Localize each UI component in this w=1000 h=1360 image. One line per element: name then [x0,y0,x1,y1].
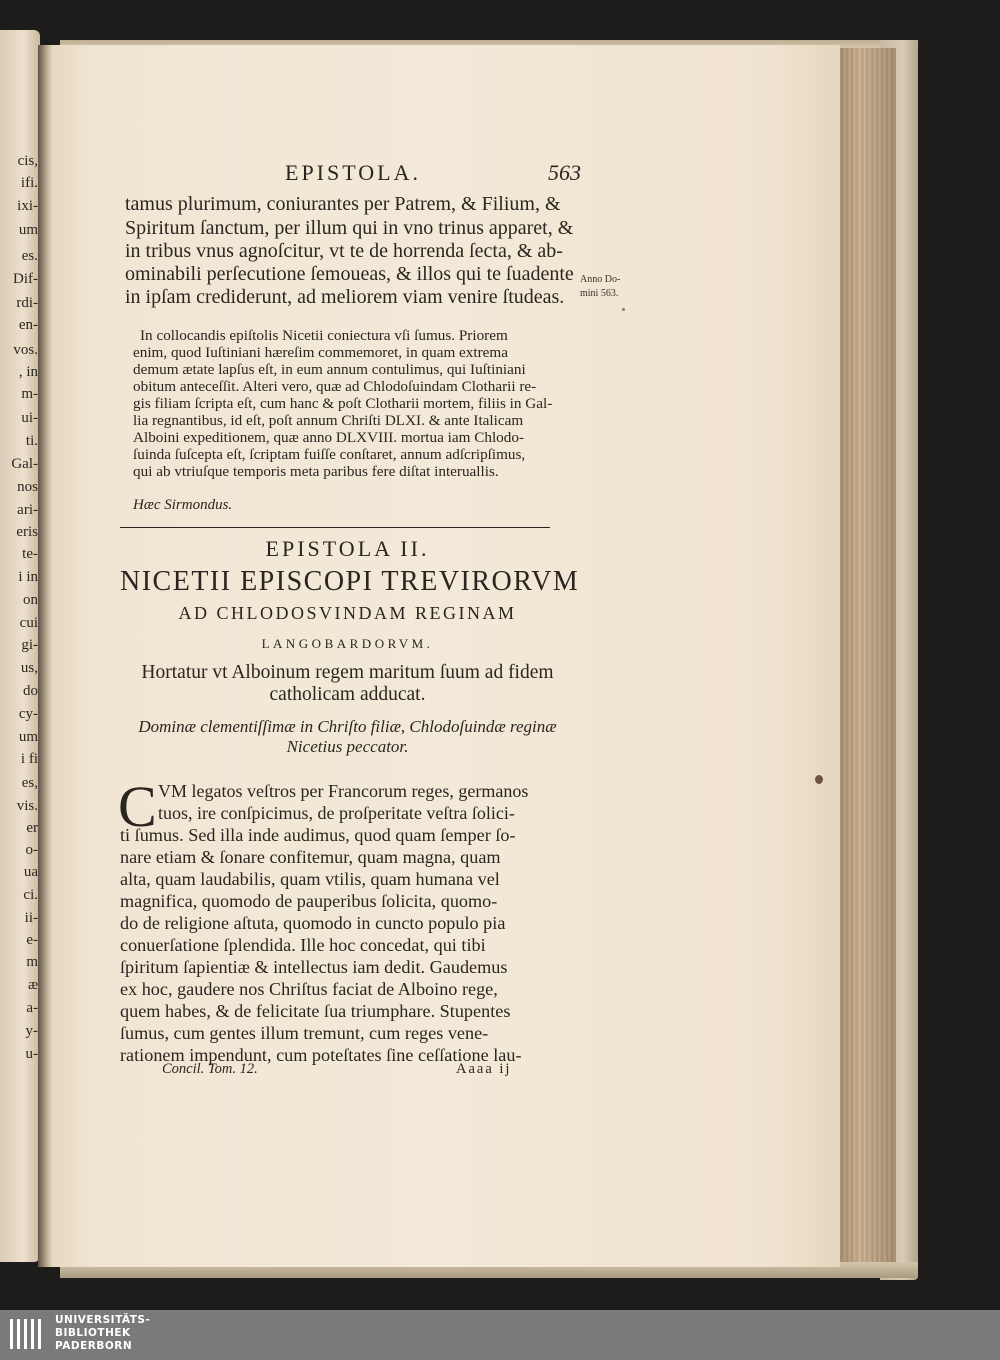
note-line: gis filiam ſcripta eſt, cum hanc & poſt Clotharii mortem, filiis in Gal- [133,395,553,412]
facing-page-text: vis. [16,798,38,814]
facing-page-text: u- [25,1046,38,1062]
text-line: conuerſatione ſplendida. Ille hoc concedat, qui tibi [120,935,486,955]
text-line: rationem impendunt, cum poteſtates ſine ceſſatione lau- [120,1045,522,1065]
note-line: obitum anteceſſit. Alteri vero, quæ ad Chlodoſuindam Clotharii re- [133,378,537,395]
facing-page-text: ua [23,864,38,880]
facing-page-text: um [18,222,38,238]
facing-page-text: æ [27,977,38,993]
note-line: enim, quod Iuſtiniani hæreſim commemoret, in quam extrema [133,344,508,361]
salutation-line: Dominæ clementiſſimæ in Chriſto filiæ, Chlodoſuindæ reginæ [138,717,557,736]
facing-page-text: , in [18,364,38,380]
margin-note: Anno Do- mini 563. [580,274,621,299]
facing-page-text: ci. [23,887,38,903]
text-line: do de religione aſtuta, quomodo in cuncto populo pia [120,913,506,933]
text-line: tamus plurimum, coniurantes per Patrem, & Filium, & [125,193,561,215]
note-signature: Hæc Sirmondus. [133,497,233,513]
epistle-number: EPISTOLA II. [265,536,430,561]
note-line: lia regnantibus, id eſt, poſt annum Chriſti DLXI. & ante Italicam [133,412,524,429]
facing-page-text: um [18,729,38,745]
text-line: VM legatos veſtros per Francorum reges, germanos [158,781,529,801]
catchword-signature: Aaaa ij [456,1061,512,1077]
note-line: Alboini expeditionem, quæ anno DLXVIII. mortua iam Chlodo- [133,429,525,446]
text-line: quem habes, & de felicitate ſua triumphare. Stupentes [120,1001,511,1021]
facing-page-text: ti. [25,433,38,449]
facing-page-text: ari- [17,502,38,518]
text-line: ti ſumus. Sed illa inde audimus, quod quam ſemper ſo- [120,825,516,845]
facing-page-text: cis, [17,153,38,169]
facing-page-text: ui- [21,410,38,426]
epistle-people: LANGOBARDORVM. [261,636,434,651]
facing-page-text: i fi [20,751,38,767]
summary-line: catholicam adducat. [269,684,426,705]
facing-page-text: Dif- [13,271,38,287]
facing-page-text: te- [22,546,38,562]
facing-page-text: cy- [18,706,38,722]
facing-page-text: i in [18,569,38,585]
summary-line: Hortatur vt Alboinum regem maritum ſuum ad fidem [141,662,554,683]
facing-page-text: rdi- [16,295,38,311]
running-head: EPISTOLA. [285,160,421,185]
facing-page-text: vos. [13,342,38,358]
facing-page-text: a- [26,1000,38,1016]
library-name: UNIVERSITÄTS- BIBLIOTHEK PADERBORN [55,1314,151,1352]
facing-page-fragment [0,30,40,1262]
text-line: in ipſam crediderunt, ad meliorem viam venire ſtudeas. [125,286,565,308]
facing-page-text: ifi. [20,175,38,191]
facing-page-text: nos [17,479,38,495]
text-line: in tribus vnus agnoſcitur, vt te de horrenda ſecta, & ab- [125,240,563,262]
text-line: ſpiritum ſapientiæ & intellectus iam dedit. Gaudemus [120,957,508,977]
text-line: ominabili perſecutione ſemoueas, & illos qui te ſuadente [125,263,574,285]
facing-page-text: m- [21,386,38,402]
epistle-title: NICETII EPISCOPI TREVIRORVM [120,566,580,597]
text-line: Spiritum ſanctum, per illum qui in vno trinus apparet, & [125,217,574,239]
note-line: In collocandis epiſtolis Nicetii coniectura vſi ſumus. Priorem [140,327,508,344]
facing-page-text: cui [19,615,38,631]
text-line: ſumus, cum gentes illum tremunt, cum reges vene- [120,1023,489,1043]
facing-page-text: e- [26,932,38,948]
gutter-shadow [38,45,52,1267]
signature-mark: Concil. Tom. 12. [162,1061,258,1077]
section-divider [120,527,550,528]
note-line: ſuinda ſuſcepta eſt, ſcriptam fuiſſe conſtaret, annum adſcripſimus, [133,446,526,463]
facing-page-text: do [23,683,38,699]
facing-page-text: ii- [24,910,38,926]
facing-page-text: gi- [21,637,38,653]
text-line: magnifica, quomodo de pauperibus ſolicita, quomo- [120,891,498,911]
text-line: nare etiam & ſonare confitemur, quam magna, quam [120,847,501,867]
facing-page-text: on [23,592,38,608]
drop-cap: C [118,774,157,839]
text-line: alta, quam laudabilis, quam vtilis, quam humana vel [120,869,500,889]
facing-page-text: en- [18,317,38,333]
facing-page-text: ixi- [17,198,38,214]
note-line: demum ætate lapſus eſt, in eum annum contulimus, qui Iuſtiniani [133,361,526,378]
library-logo-icon [8,1316,48,1354]
page-number: 563 [548,160,581,185]
facing-page-text: m [26,954,38,970]
facing-page-text: us, [20,660,38,676]
facing-page-text: es, [21,775,38,791]
facing-page-text: Gal- [11,456,38,472]
salutation-line: Nicetius peccator. [286,737,409,756]
note-line: qui ab vtriuſque temporis meta paribus fere diſtat interuallis. [133,463,499,480]
facing-page-text: eris [16,524,38,540]
facing-page-text: er [26,820,38,836]
text-line: tuos, ire conſpicimus, de proſperitate veſtra ſolici- [158,803,515,823]
facing-page-text: y- [25,1023,38,1039]
ink-spot [815,775,823,784]
facing-page-text: o- [25,842,38,858]
text-line: ex hoc, gaudere nos Chriſtus faciat de Alboino rege, [120,979,498,999]
ink-speck [622,308,625,311]
epistle-recipient: AD CHLODOSVINDAM REGINAM [178,603,517,623]
facing-page-text: es. [21,248,38,264]
